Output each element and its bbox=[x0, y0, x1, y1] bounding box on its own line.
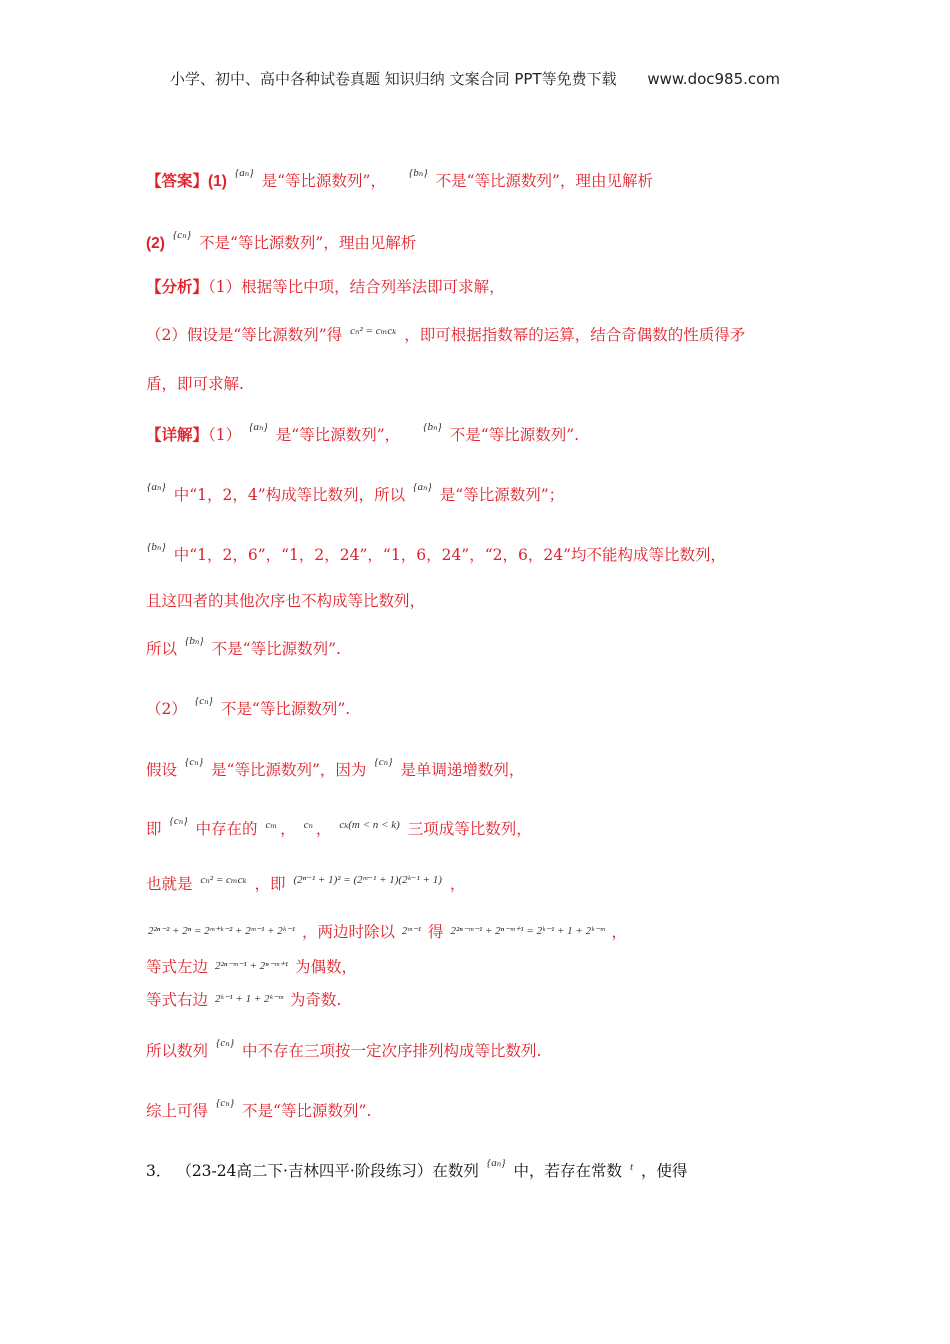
formula: 2ᵏ⁻¹ + 1 + 2ᵏ⁻ᵐ bbox=[214, 993, 283, 1005]
detail-text: 且这四者的其他次序也不构成等比数列， bbox=[146, 592, 426, 610]
analysis-line-1 bbox=[146, 275, 505, 297]
detail-line-11 bbox=[146, 955, 357, 977]
detail-text: ， bbox=[449, 875, 466, 893]
detail-text: 等式右边 bbox=[146, 991, 209, 1009]
analysis-text: （2）假设是“等比源数列”得 bbox=[146, 326, 343, 344]
seq-b: {bₙ} bbox=[184, 635, 204, 647]
seq-c: {cₙ} bbox=[172, 229, 192, 241]
constant-t: t bbox=[629, 1161, 634, 1173]
detail-text: 中“1，2，6”，“1，2，24”，“1，6，24”，“2，6，24”均不能构成等比数列， bbox=[173, 546, 727, 564]
detail-text: 为偶数， bbox=[295, 958, 358, 976]
detail-text: 为奇数. bbox=[289, 991, 342, 1009]
detail-label: 【详解】 bbox=[146, 425, 209, 444]
answer-label: 【答案】 bbox=[146, 171, 209, 190]
detail-text: 不是“等比源数列”. bbox=[242, 1102, 372, 1120]
seq-b: {bₙ} bbox=[147, 541, 166, 553]
answer-line-2 bbox=[146, 228, 416, 253]
answer-part1: (1) bbox=[208, 173, 227, 190]
detail-line-13 bbox=[146, 1036, 541, 1061]
detail-line-12 bbox=[146, 988, 341, 1010]
seq-b: {bₙ} bbox=[423, 421, 442, 433]
detail-text: 假设 bbox=[146, 761, 178, 779]
seq-c: {cₙ} bbox=[215, 1097, 235, 1109]
seq-a: {aₙ} bbox=[486, 1157, 506, 1169]
detail-text: ，两边时除以 bbox=[301, 923, 395, 941]
question-text: （23-24高二下·吉林四平·阶段练习）在数列 bbox=[176, 1162, 479, 1180]
seq-c: {cₙ} bbox=[169, 815, 188, 827]
seq-a: {aₙ} bbox=[249, 421, 268, 433]
detail-text: 是单调递增数列， bbox=[400, 761, 525, 779]
seq-a: {aₙ} bbox=[147, 481, 166, 493]
header-url: www.doc985.com bbox=[647, 70, 780, 88]
detail-text: 不是“等比源数列”. bbox=[449, 426, 580, 444]
term-cn: cₙ bbox=[303, 819, 313, 831]
detail-text: ， bbox=[611, 923, 628, 941]
formula: 2ᵐ⁻¹ bbox=[401, 925, 422, 937]
detail-text: 等式左边 bbox=[146, 958, 209, 976]
detail-text: 中“1，2，4”构成等比数列，所以 bbox=[173, 486, 406, 504]
detail-line-8: 即 {cₙ} 中存在的 cₘ ， cₙ ， cₖ(m < n < k) 三项成等比数列， bbox=[146, 815, 532, 838]
analysis-label: 【分析】 bbox=[146, 277, 209, 296]
analysis-line-3 bbox=[146, 372, 244, 394]
answer-part2: (2) bbox=[146, 235, 165, 252]
answer-line-1 bbox=[146, 166, 653, 191]
formula: cₙ² = cₘcₖ bbox=[350, 325, 397, 337]
detail-line-14 bbox=[146, 1096, 371, 1121]
formula: (2ⁿ⁻¹ + 1)² = (2ᵐ⁻¹ + 1)(2ᵏ⁻¹ + 1) bbox=[293, 874, 442, 886]
header-title: 小学、初中、高中各种试卷真题 知识归纳 文案合同 PPT等免费下载 bbox=[170, 70, 617, 88]
question-3 bbox=[146, 1156, 687, 1181]
seq-c: {cₙ} bbox=[215, 1037, 235, 1049]
detail-text: 三项成等比数列， bbox=[407, 820, 532, 838]
question-text: 中，若存在常数 bbox=[513, 1162, 623, 1180]
seq-a: {aₙ} bbox=[234, 167, 254, 179]
question-text: ，使得 bbox=[640, 1162, 688, 1180]
answer-text: 是“等比源数列”， bbox=[261, 172, 386, 190]
formula: 2²ⁿ⁻ᵐ⁻¹ + 2ⁿ⁻ᵐ⁺¹ bbox=[214, 960, 289, 972]
analysis-line-2 bbox=[146, 323, 745, 345]
seq-a: {aₙ} bbox=[413, 481, 432, 493]
detail-text: 即 bbox=[146, 820, 162, 838]
detail-line-4 bbox=[146, 589, 425, 611]
analysis-text: （1）根据等比中项，结合列举法即可求解， bbox=[208, 278, 505, 296]
seq-b: {bₙ} bbox=[408, 167, 428, 179]
detail-text: 所以数列 bbox=[146, 1042, 209, 1060]
detail-text: 是“等比源数列”； bbox=[439, 486, 565, 504]
answer-text: 不是“等比源数列”，理由见解析 bbox=[198, 234, 417, 252]
term-ck: cₖ(m < n < k) bbox=[339, 819, 400, 831]
page-header bbox=[0, 68, 950, 89]
detail-line-5 bbox=[146, 634, 341, 659]
question-number: 3． bbox=[146, 1162, 172, 1180]
detail-line-2 bbox=[144, 480, 564, 505]
detail-text: 不是“等比源数列”. bbox=[220, 700, 351, 718]
term-cm: cₘ bbox=[265, 819, 278, 831]
detail-line-9 bbox=[146, 872, 465, 894]
analysis-text: 盾，即可求解. bbox=[146, 375, 244, 393]
detail-text: （1） bbox=[208, 426, 242, 444]
detail-text: 综上可得 bbox=[146, 1102, 209, 1120]
detail-line-6 bbox=[146, 694, 350, 719]
detail-text: 中存在的 bbox=[195, 820, 258, 838]
detail-text: 是“等比源数列”，因为 bbox=[211, 761, 367, 779]
seq-c: {cₙ} bbox=[374, 756, 393, 768]
analysis-text: ，即可根据指数幂的运算，结合奇偶数的性质得矛 bbox=[404, 326, 746, 344]
answer-text: 不是“等比源数列”，理由见解析 bbox=[435, 172, 653, 190]
detail-text: 也就是 bbox=[146, 875, 193, 893]
detail-text: （2） bbox=[146, 700, 187, 718]
detail-text: 得 bbox=[428, 923, 444, 941]
detail-line-7 bbox=[146, 755, 524, 780]
seq-c: {cₙ} bbox=[194, 695, 213, 707]
detail-text: 不是“等比源数列”. bbox=[211, 640, 341, 658]
formula: 2²ⁿ⁻ᵐ⁻¹ + 2ⁿ⁻ᵐ⁺¹ = 2ᵏ⁻¹ + 1 + 2ᵏ⁻ᵐ bbox=[450, 925, 605, 937]
formula: cₙ² = cₘcₖ bbox=[200, 874, 247, 886]
seq-c: {cₙ} bbox=[184, 756, 204, 768]
detail-text: 所以 bbox=[146, 640, 178, 658]
detail-text: ，即 bbox=[254, 875, 286, 893]
formula: 2²ⁿ⁻² + 2ⁿ = 2ᵐ⁺ᵏ⁻² + 2ᵐ⁻¹ + 2ᵏ⁻¹ bbox=[148, 925, 296, 937]
detail-line-1 bbox=[146, 420, 579, 445]
detail-line-3 bbox=[144, 540, 726, 565]
detail-line-10 bbox=[146, 920, 627, 942]
detail-text: 是“等比源数列”， bbox=[275, 426, 401, 444]
detail-text: 中不存在三项按一定次序排列构成等比数列. bbox=[242, 1042, 542, 1060]
